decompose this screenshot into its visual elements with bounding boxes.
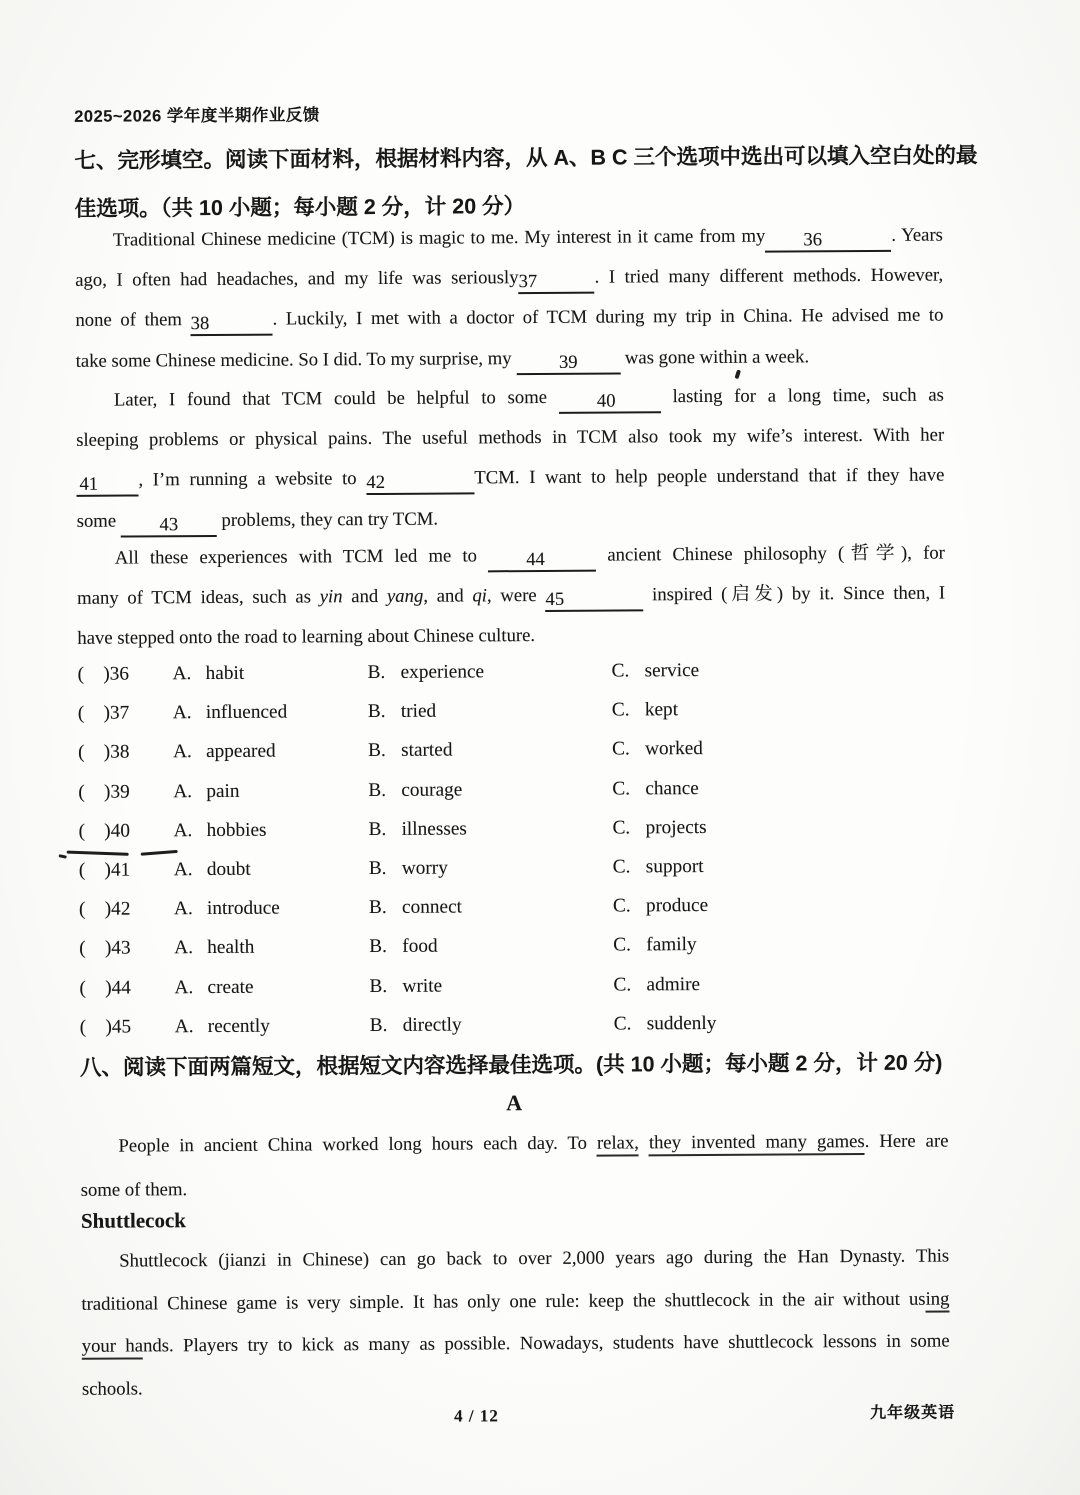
- passage-line: have stepped onto the road to learning about Chinese culture.: [77, 625, 536, 650]
- answer-bracket: ( )36: [77, 663, 130, 685]
- italic-term: yang: [386, 585, 424, 608]
- option-word: family: [646, 934, 697, 956]
- option-c: [613, 925, 697, 965]
- option-row-45: [80, 1002, 948, 1046]
- option-c: [612, 808, 706, 848]
- passage-line: many of TCM ideas, such as yin and yang, and qi, were 45 inspired (启发) by it. Since then, I: [77, 582, 946, 611]
- option-letter: A.: [173, 819, 193, 841]
- option-word: worked: [644, 738, 703, 760]
- option-letter: C.: [611, 738, 630, 760]
- footer-subject: 九年级英语: [870, 1404, 956, 1422]
- footer-page-number: 4 / 12: [454, 1406, 499, 1426]
- option-c: [612, 729, 703, 769]
- passage-line: ago, I often had headaches, and my life was seriously37 . I tried many different methods. However,: [75, 264, 944, 293]
- blank-44: 44: [488, 549, 596, 573]
- option-letter: B.: [368, 818, 387, 840]
- pen-underlined-text: relax,: [597, 1132, 639, 1156]
- option-letter: A.: [172, 663, 192, 685]
- option-a: [174, 967, 253, 1007]
- passage-line: some 43 problems, they can try TCM.: [77, 496, 945, 542]
- blank-41: 41: [76, 474, 138, 497]
- cloze-paragraph-3: [77, 534, 946, 660]
- option-word: experience: [400, 661, 485, 683]
- option-letter: C.: [611, 699, 630, 721]
- passage-line: Traditional Chinese medicine (TCM) is magic to me. My interest in it came from my 36 . Years: [75, 216, 943, 262]
- option-a: [174, 850, 251, 890]
- option-letter: A.: [172, 702, 192, 724]
- option-word: support: [645, 855, 704, 878]
- option-row-42: [79, 885, 947, 929]
- blank-39: 39: [516, 351, 620, 375]
- option-b: [367, 652, 484, 692]
- passage-line: your hands. Players try to kick as many as possible. Nowadays, students have shuttlecock lessons in some: [82, 1321, 950, 1369]
- option-c: [612, 690, 678, 730]
- passage-line: some of them.: [80, 1179, 188, 1201]
- passage-line: 41 , I’m running a website to 42 TCM. I want to help people understand that if they have: [76, 456, 944, 502]
- passage-line: take some Chinese medicine. So I did. To my surprise, my 39 was gone within a week.: [76, 336, 944, 382]
- option-word: recently: [207, 1015, 270, 1037]
- blank-36: 36: [765, 229, 891, 253]
- option-a: [175, 1006, 270, 1046]
- option-row-38: [78, 728, 946, 772]
- italic-term: qi: [472, 585, 488, 607]
- option-row-36: [77, 650, 945, 694]
- option-c: [614, 1004, 717, 1044]
- blank-43: 43: [121, 514, 217, 538]
- option-word: introduce: [206, 897, 280, 920]
- pen-underlined-text: ing: [925, 1288, 949, 1312]
- answer-bracket: ( )38: [78, 741, 130, 764]
- blank-45: 45: [545, 589, 643, 613]
- option-word: create: [207, 976, 254, 998]
- option-letter: B.: [367, 740, 386, 762]
- option-a: [174, 889, 280, 929]
- option-word: connect: [401, 896, 463, 918]
- blank-37: 37: [518, 271, 594, 294]
- answer-bracket: ( )37: [77, 702, 130, 725]
- option-letter: A.: [174, 937, 194, 959]
- option-letter: A.: [173, 780, 193, 802]
- option-row-39: [78, 767, 946, 811]
- option-b: [369, 888, 462, 928]
- option-word: projects: [645, 816, 707, 839]
- option-b: [369, 966, 442, 1006]
- title-line: 佳选项。（共 10 小题；每小题 2 分，计 20 分）: [74, 194, 526, 221]
- option-letter: C.: [612, 895, 631, 917]
- option-word: write: [402, 975, 443, 997]
- option-letter: A.: [174, 1015, 194, 1037]
- option-word: courage: [401, 779, 463, 801]
- answer-bracket: ( )44: [79, 977, 131, 999]
- option-word: hobbies: [206, 819, 267, 841]
- option-word: health: [207, 937, 255, 959]
- cloze-paragraph-2: [76, 376, 945, 542]
- option-word: tried: [400, 700, 437, 723]
- option-word: service: [644, 660, 700, 682]
- answer-bracket: ( )41: [78, 859, 131, 881]
- option-letter: C.: [611, 660, 630, 682]
- option-b: [368, 809, 467, 849]
- section8-title: 八、阅读下面两篇短文，根据短文内容选择最佳选项。(共 10 小题；每小题 2 分，计 20 分): [79, 1050, 943, 1080]
- option-b: [370, 1005, 462, 1045]
- option-word: doubt: [206, 858, 251, 880]
- answer-bracket: ( )45: [79, 1016, 132, 1038]
- option-letter: B.: [368, 779, 387, 801]
- option-letter: A.: [174, 976, 194, 998]
- passage-line: Shuttlecock (jianzi in Chinese) can go back to over 2,000 years ago during the Han Dynasty. This: [119, 1245, 950, 1272]
- answer-bracket: ( )40: [78, 820, 131, 842]
- passage-line: sleeping problems or physical pains. The useful methods in TCM also took my wife’s interest. With her: [76, 424, 945, 452]
- blank-40: 40: [559, 390, 661, 414]
- option-word: kept: [644, 699, 679, 721]
- option-row-43: [79, 924, 947, 968]
- option-a: [173, 810, 266, 850]
- option-c: [612, 769, 699, 809]
- option-a: [173, 693, 288, 733]
- option-b: [368, 692, 437, 732]
- option-letter: C.: [613, 973, 632, 996]
- option-word: habit: [205, 662, 245, 685]
- option-letter: C.: [612, 778, 631, 800]
- option-c: [613, 965, 700, 1005]
- option-letter: B.: [367, 661, 386, 684]
- option-word: illnesses: [401, 818, 467, 840]
- passage-line: All these experiences with TCM led me to 44 ancient Chinese philosophy (哲学), for: [77, 534, 945, 580]
- option-letter: A.: [173, 859, 193, 881]
- page-header: 2025~2026 学年度半期作业反馈: [74, 106, 320, 126]
- option-a: [173, 732, 276, 772]
- option-letter: C.: [612, 856, 631, 878]
- answer-bracket: ( )42: [78, 898, 131, 920]
- option-letter: B.: [367, 701, 386, 723]
- shuttlecock-paragraph: [81, 1236, 950, 1411]
- pen-underlined-text: your ha: [82, 1335, 144, 1359]
- option-letter: B.: [369, 1014, 388, 1036]
- option-word: food: [402, 935, 438, 958]
- option-word: pain: [206, 780, 240, 802]
- blank-38: 38: [191, 313, 273, 337]
- option-letter: C.: [612, 817, 631, 839]
- option-row-40: [78, 806, 946, 850]
- option-letter: C.: [613, 934, 632, 956]
- option-c: [613, 886, 708, 926]
- option-b: [368, 731, 453, 771]
- option-word: admire: [646, 973, 701, 995]
- option-a: [172, 654, 244, 694]
- option-row-44: [79, 963, 947, 1007]
- option-word: produce: [645, 895, 709, 917]
- option-row-41: [79, 845, 947, 889]
- answer-bracket: ( )43: [79, 937, 131, 960]
- title-line: 七、完形填空。阅读下面材料，根据材料内容，从 A、B C 三个选项中选出可以填入空白处的最: [74, 143, 978, 173]
- shuttlecock-heading: Shuttlecock: [80, 1208, 186, 1233]
- passage-line: traditional Chinese game is very simple. It has only one rule: keep the shuttlecock in the air without using: [81, 1288, 950, 1315]
- option-word: influenced: [205, 701, 288, 724]
- passage-line: Later, I found that TCM could be helpful to some 40 lasting for a long time, such as: [76, 376, 944, 422]
- pen-mark: [58, 854, 66, 859]
- cloze-options: [77, 650, 947, 1047]
- option-letter: B.: [369, 975, 388, 997]
- blank-42: 42: [366, 472, 474, 496]
- option-letter: A.: [173, 741, 192, 763]
- passage-line: People in ancient China worked long hours each day. To relax, they invented many games. Here are: [118, 1130, 949, 1157]
- option-b: [369, 927, 438, 967]
- passage-line: none of them 38 . Luckily, I met with a doctor of TCM during my trip in China. He advised me to: [75, 304, 944, 335]
- option-c: [613, 847, 704, 887]
- italic-term: yin: [319, 586, 343, 608]
- option-word: directly: [402, 1014, 462, 1036]
- option-c: [611, 651, 699, 691]
- option-word: chance: [645, 777, 699, 799]
- option-a: [173, 771, 239, 811]
- part-a-label: A: [506, 1090, 523, 1116]
- option-word: suddenly: [646, 1012, 717, 1035]
- option-row-37: [78, 689, 946, 733]
- option-b: [368, 770, 462, 810]
- option-word: appeared: [206, 740, 276, 763]
- option-letter: A.: [173, 898, 193, 920]
- option-b: [369, 849, 448, 889]
- option-letter: C.: [613, 1013, 632, 1035]
- option-word: worry: [401, 857, 448, 879]
- passage-line: schools.: [81, 1377, 143, 1400]
- option-a: [174, 928, 254, 968]
- cloze-paragraph-1: [75, 216, 944, 382]
- option-letter: B.: [368, 897, 387, 919]
- pen-underlined-text: they invented many games: [649, 1131, 865, 1156]
- option-letter: B.: [369, 936, 388, 958]
- option-word: started: [400, 739, 453, 762]
- answer-bracket: ( )39: [78, 781, 130, 803]
- option-letter: B.: [368, 857, 387, 879]
- reading-intro: [80, 1120, 949, 1213]
